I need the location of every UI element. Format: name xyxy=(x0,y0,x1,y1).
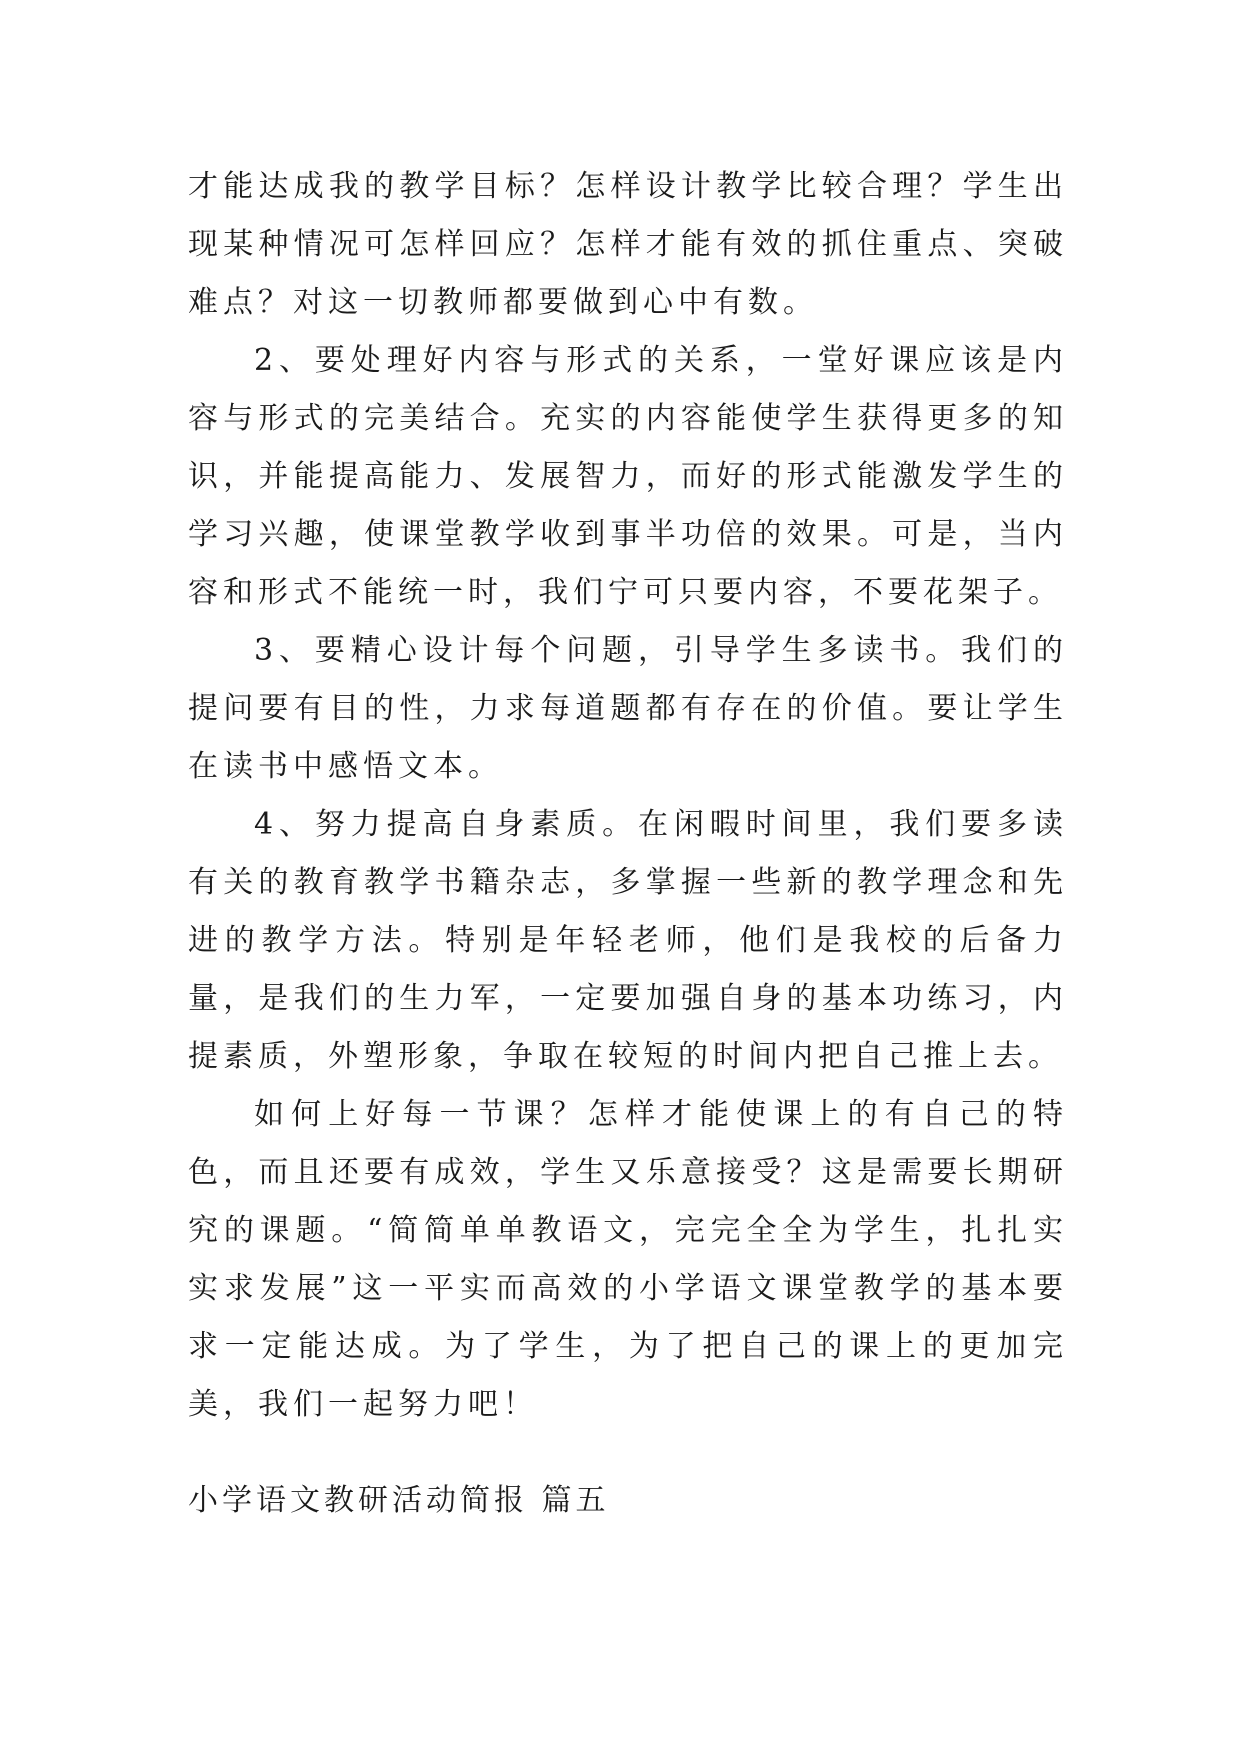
paragraph-point-2: 2、要处理好内容与形式的关系，一堂好课应该是内容与形式的完美结合。充实的内容能使学生获得更多的知识，并能提高能力、发展智力，而好的形式能激发学生的学习兴趣，使课堂教学收到事半功倍的效果。可是，当内容和形式不能统一时，我们宁可只要内容，不要花架子。 xyxy=(188,343,1068,610)
paragraph-point-4: 4、努力提高自身素质。在闲暇时间里，我们要多读有关的教育教学书籍杂志，多掌握一些新的教学理念和先进的教学方法。特别是年轻老师，他们是我校的后备力量，是我们的生力军，一定要加强自身的基本功练习，内提素质，外塑形象，争取在较短的时间内把自己推上去。 xyxy=(188,807,1068,1074)
paragraph-conclusion: 如何上好每一节课？怎样才能使课上的有自己的特色，而且还要有成效，学生又乐意接受？这是需要长期研究的课题。“简简单单教语文，完完全全为学生，扎扎实实求发展”这一平实而高效的小学语文课堂教学的基本要求一定能达成。为了学生，为了把自己的课上的更加完美，我们一起努力吧！ xyxy=(188,1097,1068,1422)
body-text xyxy=(188,158,1068,1434)
section-heading: 小学语文教研活动简报 篇五 xyxy=(188,1483,610,1518)
paragraph-point-3: 3、要精心设计每个问题，引导学生多读书。我们的提问要有目的性，力求每道题都有存在的价值。要让学生在读书中感悟文本。 xyxy=(188,633,1068,784)
paragraph-continuation: 才能达成我的教学目标？怎样设计教学比较合理？学生出现某种情况可怎样回应？怎样才能有效的抓住重点、突破难点？对这一切教师都要做到心中有数。 xyxy=(188,169,1068,320)
